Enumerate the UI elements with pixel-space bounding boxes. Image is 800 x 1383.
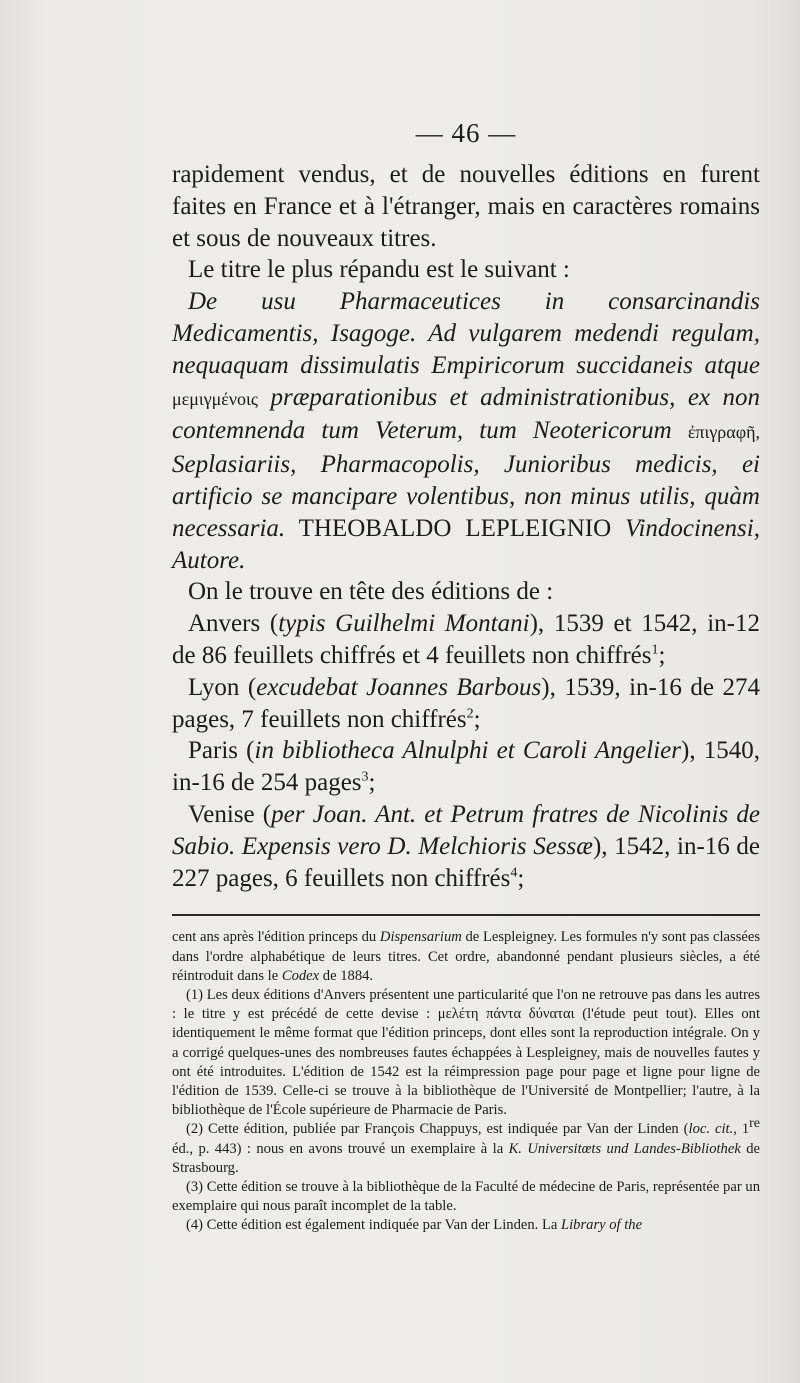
greek-word-1: μεμιγμένοις — [172, 388, 258, 409]
paragraph-title-intro: Le titre le plus répandu est le suivant : — [188, 256, 570, 284]
greek-motto: μελέτη πάντα δύναται — [437, 1006, 575, 1023]
title-part-b: præparationibus et administrationibus, ex non contemnenda tum Veterum, tum Neotericorum — [172, 383, 760, 445]
edition-venise: Venise (per Joan. Ant. et Petrum fratres de Nicolinis de Sabio. Expensis vero D. Melchioris Sessæ), 1542, in-16 de 227 pages, 6 feuillets non chiffrés$^4$; — [172, 800, 760, 892]
book-title — [172, 286, 760, 576]
paragraph-intro: rapidement vendus, et de nouvelles éditions en furent faites en France et à l'étranger, mais en caractères romains et sous de nouveaux titres. — [172, 161, 760, 252]
paragraph-editions-intro: On le trouve en tête des éditions de : — [188, 578, 554, 606]
page-content — [172, 118, 760, 1236]
title-part-a: De usu Pharmaceutices in consarcinandis Medicamentis, Isagoge. Ad vulgarem medendi regulam, nequaquam dissimulatis Empiricorum succidaneis atque — [172, 288, 760, 379]
footnote-4: (4) Cette édition est également indiquée par Van der Linden. La Library of the — [186, 1217, 643, 1234]
footnote-ref-3[interactable]: 3 — [361, 769, 369, 785]
title-part-d: Vindocinensi, Autore. — [172, 514, 760, 574]
edition-antwerp: Anvers (typis Guilhelmi Montani), 1539 et 1542, in-12 de 86 feuillets chiffrés et 4 feuillets non chiffrés$^1$; — [172, 610, 761, 669]
edition-lyon: Lyon (excudebat Joannes Barbous), 1539, in-16 de 274 pages, 7 feuillets non chiffrés$^2$; — [172, 673, 760, 733]
page-number: — 46 — — [415, 118, 517, 148]
footnote-divider — [172, 914, 760, 916]
footnote-ref-1[interactable]: 1 — [651, 642, 659, 658]
footnotes — [172, 928, 760, 1235]
main-text — [172, 159, 760, 894]
footnote-ref-4[interactable]: 4 — [510, 865, 518, 881]
footnote-ref-2[interactable]: 2 — [466, 706, 474, 722]
title-author: THEOBALDO LEPLEIGNIO — [298, 514, 612, 542]
title-part-c: Seplasiariis, Pharmacopolis, Junioribus medicis, ei artificio se mancipare volentibus, non minus utilis, quàm necessaria. — [172, 451, 760, 542]
footnote-continued: cent ans après l'édition princeps du Dispensarium de Lespleigney. Les formules n'y sont pas classées dans l'ordre alphabétique de leurs titres. Cet ordre, abandonné pendant plusieurs siècles, a été réintroduit dans le Codex de 1884. — [172, 929, 761, 984]
edition-paris: Paris (in bibliotheca Alnulphi et Caroli Angelier), 1540, in-16 de 254 pages$^3$; — [172, 737, 760, 797]
footnote-2: (2) Cette édition, publiée par François Chappuys, est indiquée par Van der Linden (loc. cit., 1re éd., p. 443) : nous en avons trouvé un exemplaire à la K. Universitœts und Landes-Bibliothek de Strasbourg. — [172, 1116, 761, 1176]
greek-word-2: ἐπιγραφῆ, — [687, 422, 761, 443]
footnote-3: (3) Cette édition se trouve à la bibliothèque de la Faculté de médecine de Paris, représentée par un exemplaire qui nous paraît incomplet de la table. — [172, 1178, 760, 1215]
footnote-1: (1) Les deux éditions d'Anvers présentent une particularité que l'on ne retrouve pas dans les autres : le titre y est précédé de cette devise : μελέτη πάντα δύναται (l'étude peut tout). Elles ont identiquement le même format que l'édition princeps, dont elles sont la reproduction intégrale. On y a corrigé quelques-unes des nombreuses fautes échappées à Lespleigney, mais de nouvelles fautes y ont été introduites. L'édition de 1542 est la réimpression page pour page et ligne pour ligne de l'édition de 1539. Celle-ci se trouve à la bibliothèque de l'Université de Montpellier; l'autre, à la bibliothèque de l'École supérieure de Pharmacie de Paris. — [172, 986, 760, 1119]
